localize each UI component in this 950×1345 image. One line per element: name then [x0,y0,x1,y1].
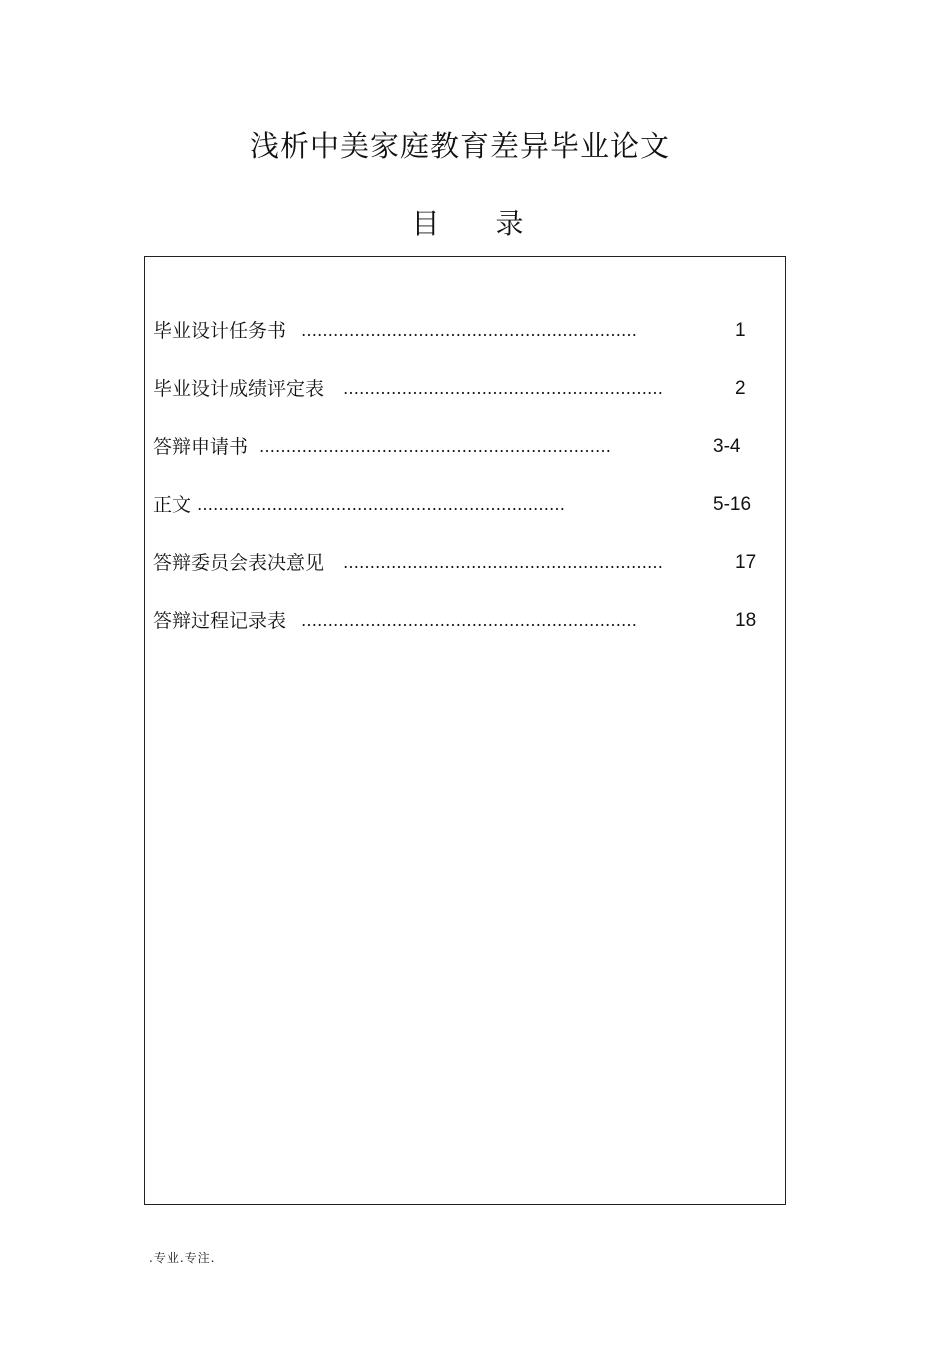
toc-entry-page: 18 [735,610,757,631]
toc-entry-leader: …………………………………………………… [343,379,663,398]
document-title: 浅析中美家庭教育差异毕业论文 [249,129,670,163]
toc-entry-page: 5-16 [713,494,752,515]
toc-entry-label: 答辩委员会表决意见 [153,552,325,574]
toc-entry[interactable] [153,606,773,636]
toc-entry[interactable] [153,490,773,520]
toc-entry-leader: ………………………………………………………… [259,437,611,456]
toc-entry-label: 毕业设计任务书 [153,320,287,342]
toc-entry-label: 正文 [153,494,192,516]
toc-entry-page: 2 [735,378,746,399]
page-footer: .专业.专注. [149,1251,216,1265]
toc-heading-left: 目 [411,207,440,240]
toc-entry-leader: …………………………………………………… [343,553,663,572]
toc-entry-page: 1 [735,320,746,341]
toc-entry-page: 17 [735,552,757,573]
toc-entry-leader: ……………………………………………………… [301,611,637,630]
toc-entry-page: 3-4 [713,436,741,457]
toc-entry-leader: …………………………………………………………… [197,495,565,514]
toc-entry[interactable] [153,548,773,578]
toc-entry-label: 答辩申请书 [153,436,249,458]
toc-entry-leader: ……………………………………………………… [301,321,637,340]
toc-entry[interactable] [153,432,773,462]
toc-entry-label: 毕业设计成绩评定表 [153,378,325,400]
toc-heading [0,206,935,242]
toc-heading-right: 录 [495,207,524,240]
toc-entry[interactable] [153,316,773,346]
toc-entry[interactable] [153,374,773,404]
toc-box [144,256,786,1205]
toc-entry-label: 答辩过程记录表 [153,610,287,632]
